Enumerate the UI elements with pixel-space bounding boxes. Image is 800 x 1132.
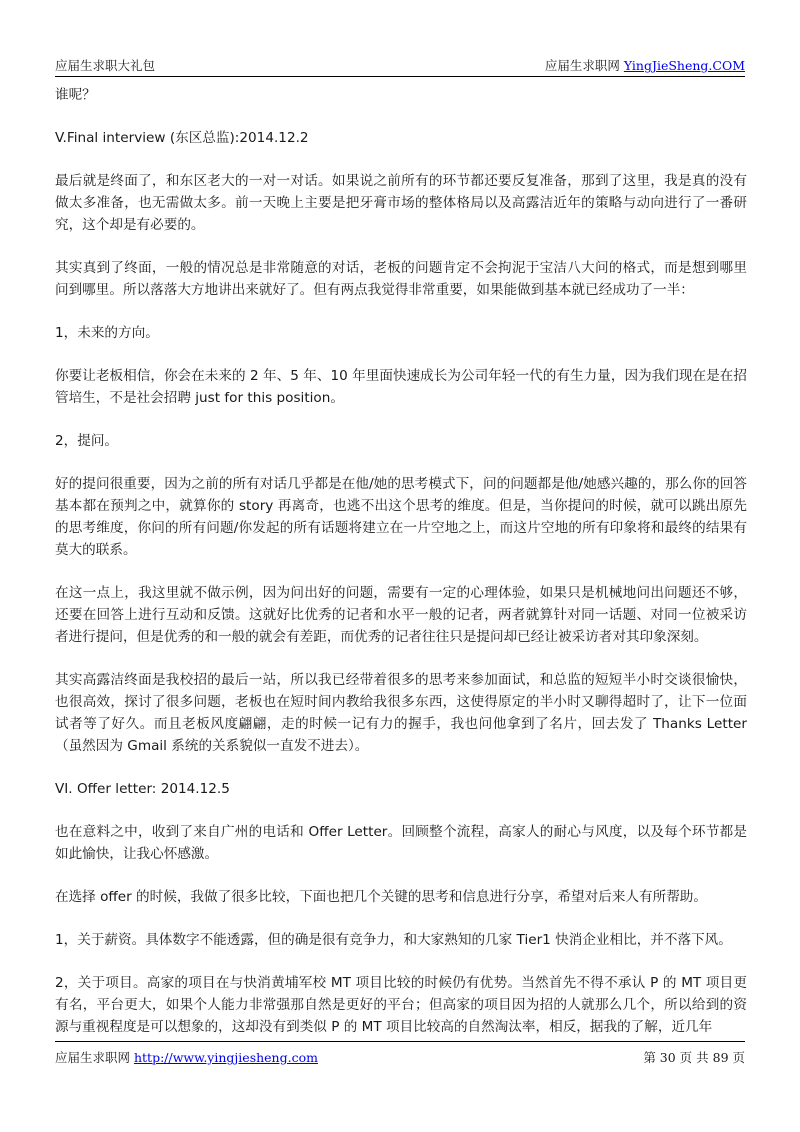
list-point: 2，提问。 — [55, 433, 119, 449]
paragraph: 2，关于项目。高家的项目在与快消黄埔军校 MT 项目比较的时候仍有优势。当然首先不得不承认 P 的 MT 项目更有名，平台更大，如果个人能力非常强那自然是更好的平台；但高家的项目因为招的人就那么几个，所以给到的资源与重视程度是可以想象的，这却没有到类似 P 的 MT 项目比较高的自然淘汰率，相反，据我的了解，近几年 — [55, 975, 747, 1035]
page-number: 第 30 页 共 89 页 — [643, 1050, 745, 1065]
page-header — [55, 56, 745, 76]
paragraph: 在这一点上，我这里就不做示例，因为问出好的问题，需要有一定的心理体验，如果只是机械地问出问题还不够，还要在回答上进行互动和反馈。这就好比优秀的记者和水平一般的记者，两者就算针对同一话题、对同一位被采访者进行提问，但是优秀的和一般的就会有差距，而优秀的记者往往只是提问却已经让被采访者对其印象深刻。 — [55, 585, 747, 645]
paragraph: 你要让老板相信，你会在未来的 2 年、5 年、10 年里面快速成长为公司年轻一代的有生力量，因为我们现在是在招管培生，不是社会招聘 just for this position。 — [55, 368, 747, 406]
document-body — [55, 84, 747, 1059]
footer-site — [55, 1048, 318, 1066]
section-heading: V.Final interview (东区总监):2014.12.2 — [55, 130, 309, 146]
header-title: 应届生求职大礼包 — [55, 58, 156, 73]
page-footer — [55, 1048, 745, 1068]
paragraph: 其实真到了终面，一般的情况总是非常随意的对话，老板的问题肯定不会拘泥于宝洁八大问的格式，而是想到哪里问到哪里。所以落落大方地讲出来就好了。但有两点我觉得非常重要，如果能做到基本就已经成功了一半： — [55, 260, 747, 298]
footer-site-label: 应届生求职网 — [55, 1050, 134, 1065]
paragraph: 其实高露洁终面是我校招的最后一站，所以我已经带着很多的思考来参加面试，和总监的短短半小时交谈很愉快，也很高效，探讨了很多问题，老板也在短时间内教给我很多东西，这使得原定的半小时又聊得超时了，让下一位面试者等了好久。而且老板风度翩翩，走的时候一记有力的握手，我也问他拿到了名片，回去发了 Thanks Letter（虽然因为 Gmail 系统的关系貌似一直发不进去）。 — [55, 672, 747, 754]
paragraph: 好的提问很重要，因为之前的所有对话几乎都是在他/她的思考模式下，问的问题都是他/她感兴趣的，那么你的回答基本都在预判之中，就算你的 story 再离奇，也逃不出这个思考的维度。但是，当你提问的时候，就可以跳出原先的思考维度，你问的所有问题/你发起的所有话题将建立在一片空地之上，而这片空地的所有印象将和最终的结果有莫大的联系。 — [55, 476, 747, 558]
footer-site-link[interactable]: http://www.yingjiesheng.com — [133, 1050, 318, 1065]
list-point: 1，未来的方向。 — [55, 325, 159, 341]
header-divider — [55, 76, 745, 77]
paragraph: 也在意料之中，收到了来自广州的电话和 Offer Letter。回顾整个流程，高家人的耐心与风度，以及每个环节都是如此愉快，让我心怀感激。 — [55, 824, 747, 862]
paragraph: 在选择 offer 的时候，我做了很多比较，下面也把几个关键的思考和信息进行分享，希望对后来人有所帮助。 — [55, 889, 707, 905]
header-site — [545, 56, 745, 74]
paragraph: 最后就是终面了，和东区老大的一对一对话。如果说之前所有的环节都还要反复准备，那到了这里，我是真的没有做太多准备，也无需做太多。前一天晚上主要是把牙膏市场的整体格局以及高露洁近年的策略与动向进行了一番研究，这个却是有必要的。 — [55, 173, 747, 233]
paragraph: 谁呢？ — [55, 87, 96, 103]
footer-divider — [55, 1041, 745, 1042]
section-heading: VI. Offer letter: 2014.12.5 — [55, 781, 230, 797]
header-site-label: 应届生求职网 — [544, 58, 624, 73]
paragraph: 1，关于薪资。具体数字不能透露，但的确是很有竞争力，和大家熟知的几家 Tier1 快消企业相比，并不落下风。 — [55, 932, 732, 948]
header-site-link[interactable]: YingJieSheng.COM — [623, 58, 745, 73]
